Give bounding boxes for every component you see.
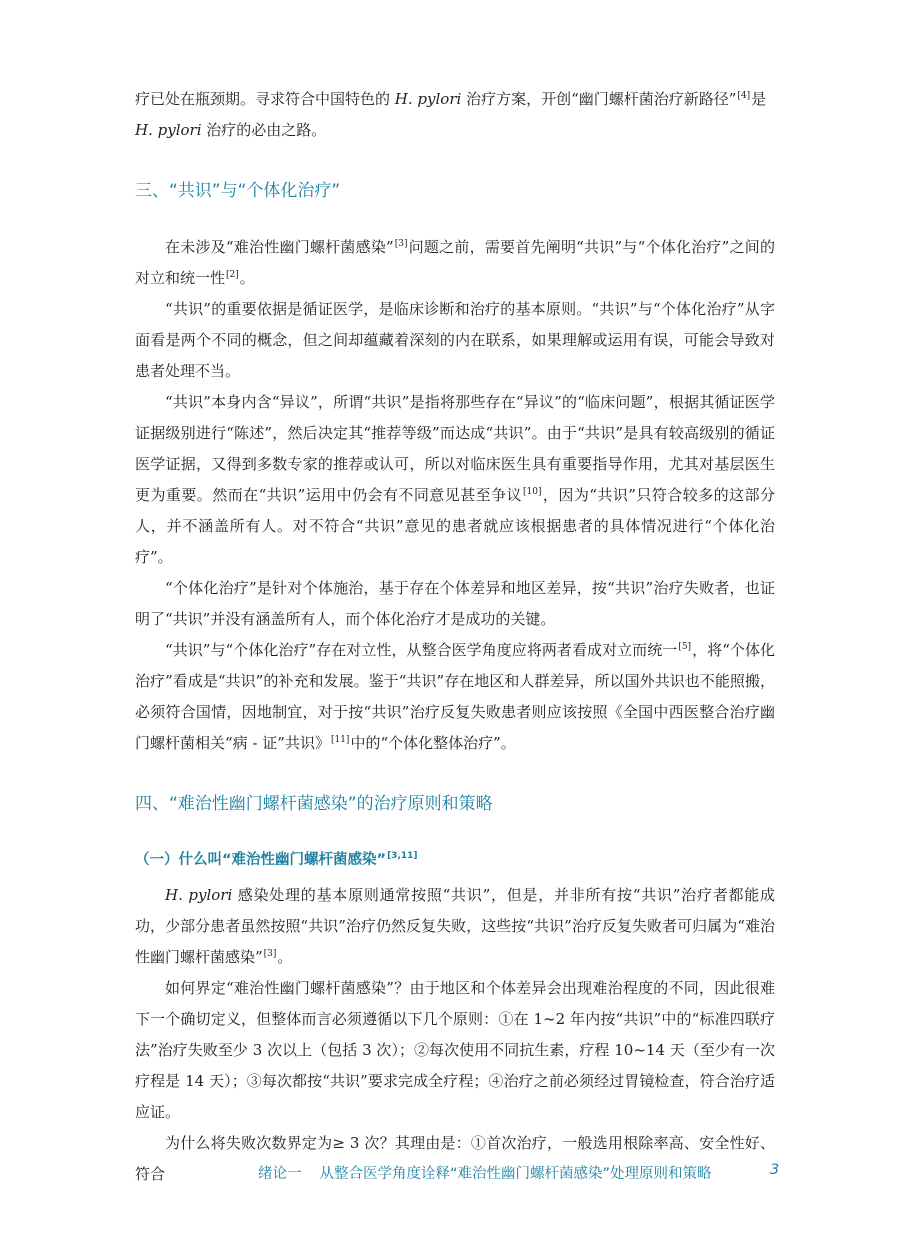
paragraph: “共识”本身内含“异议”，所谓“共识”是指将那些存在“异议”的“临床问题”，根据其循证医学证据级别进行“陈述”，然后决定其“推荐等级”而达成“共识”。由于“共识”是具有较高级别的循证医学证据，又得到多数专家的推荐或认可，所以对临床医生具有重要指导作用，尤其对基层医生更为重要。然而在“共识”运用中仍会有不同意见甚至争议[10]，因为“共识”只符合较多的这部分人，并不涵盖所有人。对不符合“共识”意见的患者就应该根据患者的具体情况进行“个体化治疗”。	[135, 393, 775, 566]
citation: [4]	[737, 91, 751, 101]
paragraph: 在未涉及“难治性幽门螺杆菌感染”[3]问题之前，需要首先阐明“共识”与“个体化治疗”之间的对立和统一性[2]。	[135, 238, 775, 287]
paragraph: H. pylori 感染处理的基本原则通常按照“共识”，但是，并非所有按“共识”治疗者都能成功，少部分患者虽然按照“共识”治疗仍然反复失败，这些按“共识”治疗反复失败者可归属为“难治性幽门螺杆菌感染”[3]。	[135, 886, 775, 966]
species-name: H. pylori	[165, 886, 233, 904]
section-heading-3: 三、“共识”与“个体化治疗”	[135, 181, 341, 201]
species-name: H. pylori	[135, 121, 202, 139]
citation: [2]	[226, 270, 239, 280]
intro-paragraph: 疗已处在瓶颈期。寻求符合中国特色的 H. pylori 治疗方案，开创“幽门螺杆菌治疗新路径”[4]是 H. pylori 治疗的必由之路。	[135, 90, 767, 139]
page-number: 3	[770, 1162, 780, 1178]
citation: [11]	[330, 735, 350, 745]
citation: [3]	[394, 239, 408, 249]
page-footer	[0, 1158, 900, 1188]
citation: [10]	[523, 487, 542, 497]
chapter-title: 从整合医学角度诠释“难治性幽门螺杆菌感染”处理原则和策略	[319, 1166, 712, 1182]
paragraph: 为什么将失败次数界定为≥ 3 次？其理由是：①首次治疗，一般选用根除率高、安全性好、符合	[135, 1134, 775, 1183]
paragraph: “共识”与“个体化治疗”存在对立性，从整合医学角度应将两者看成对立而统一[5]，将“个体化治疗”看成是“共识”的补充和发展。鉴于“共识”存在地区和人群差异，所以国外共识也不能照搬，必须符合国情，因地制宜，对于按“共识”治疗反复失败患者则应该按照《全国中西医整合治疗幽门螺杆菌相关“病 - 证”共识》[11]中的“个体化整体治疗”。	[135, 641, 776, 752]
chapter-label: 绪论一	[258, 1166, 302, 1182]
paragraph: 如何界定“难治性幽门螺杆菌感染”？由于地区和个体差异会出现难治程度的不同，因此很难下一个确切定义，但整体而言必须遵循以下几个原则：①在 1~2 年内按“共识”中的“标准四联疗法”治疗失败至少 3 次以上（包括 3 次）；②每次使用不同抗生素，疗程 10~14 天（至少有一次疗程是 14 天）；③每次都按“共识”要求完成全疗程；④治疗之前必须经过胃镜检查，符合治疗适应证。	[135, 979, 775, 1121]
running-title	[258, 1162, 712, 1183]
section-heading-4: 四、“难治性幽门螺杆菌感染”的治疗原则和策略	[135, 794, 493, 814]
paragraph: “共识”的重要依据是循证医学，是临床诊断和治疗的基本原则。“共识”与“个体化治疗”从字面看是两个不同的概念，但之间却蕴藏着深刻的内在联系，如果理解或运用有误，可能会导致对患者处理不当。	[135, 300, 775, 380]
citation: [3,11]	[387, 851, 418, 861]
page-body	[135, 84, 775, 1190]
species-name: H. pylori	[394, 90, 462, 108]
citation: [5]	[678, 642, 692, 652]
citation: [3]	[263, 949, 277, 959]
subsection-heading: （一）什么叫“难治性幽门螺杆菌感染”[3,11]	[135, 851, 418, 868]
paragraph: “个体化治疗”是针对个体施治，基于存在个体差异和地区差异，按“共识”治疗失败者，也证明了“共识”并没有涵盖所有人，而个体化治疗才是成功的关键。	[135, 579, 775, 628]
